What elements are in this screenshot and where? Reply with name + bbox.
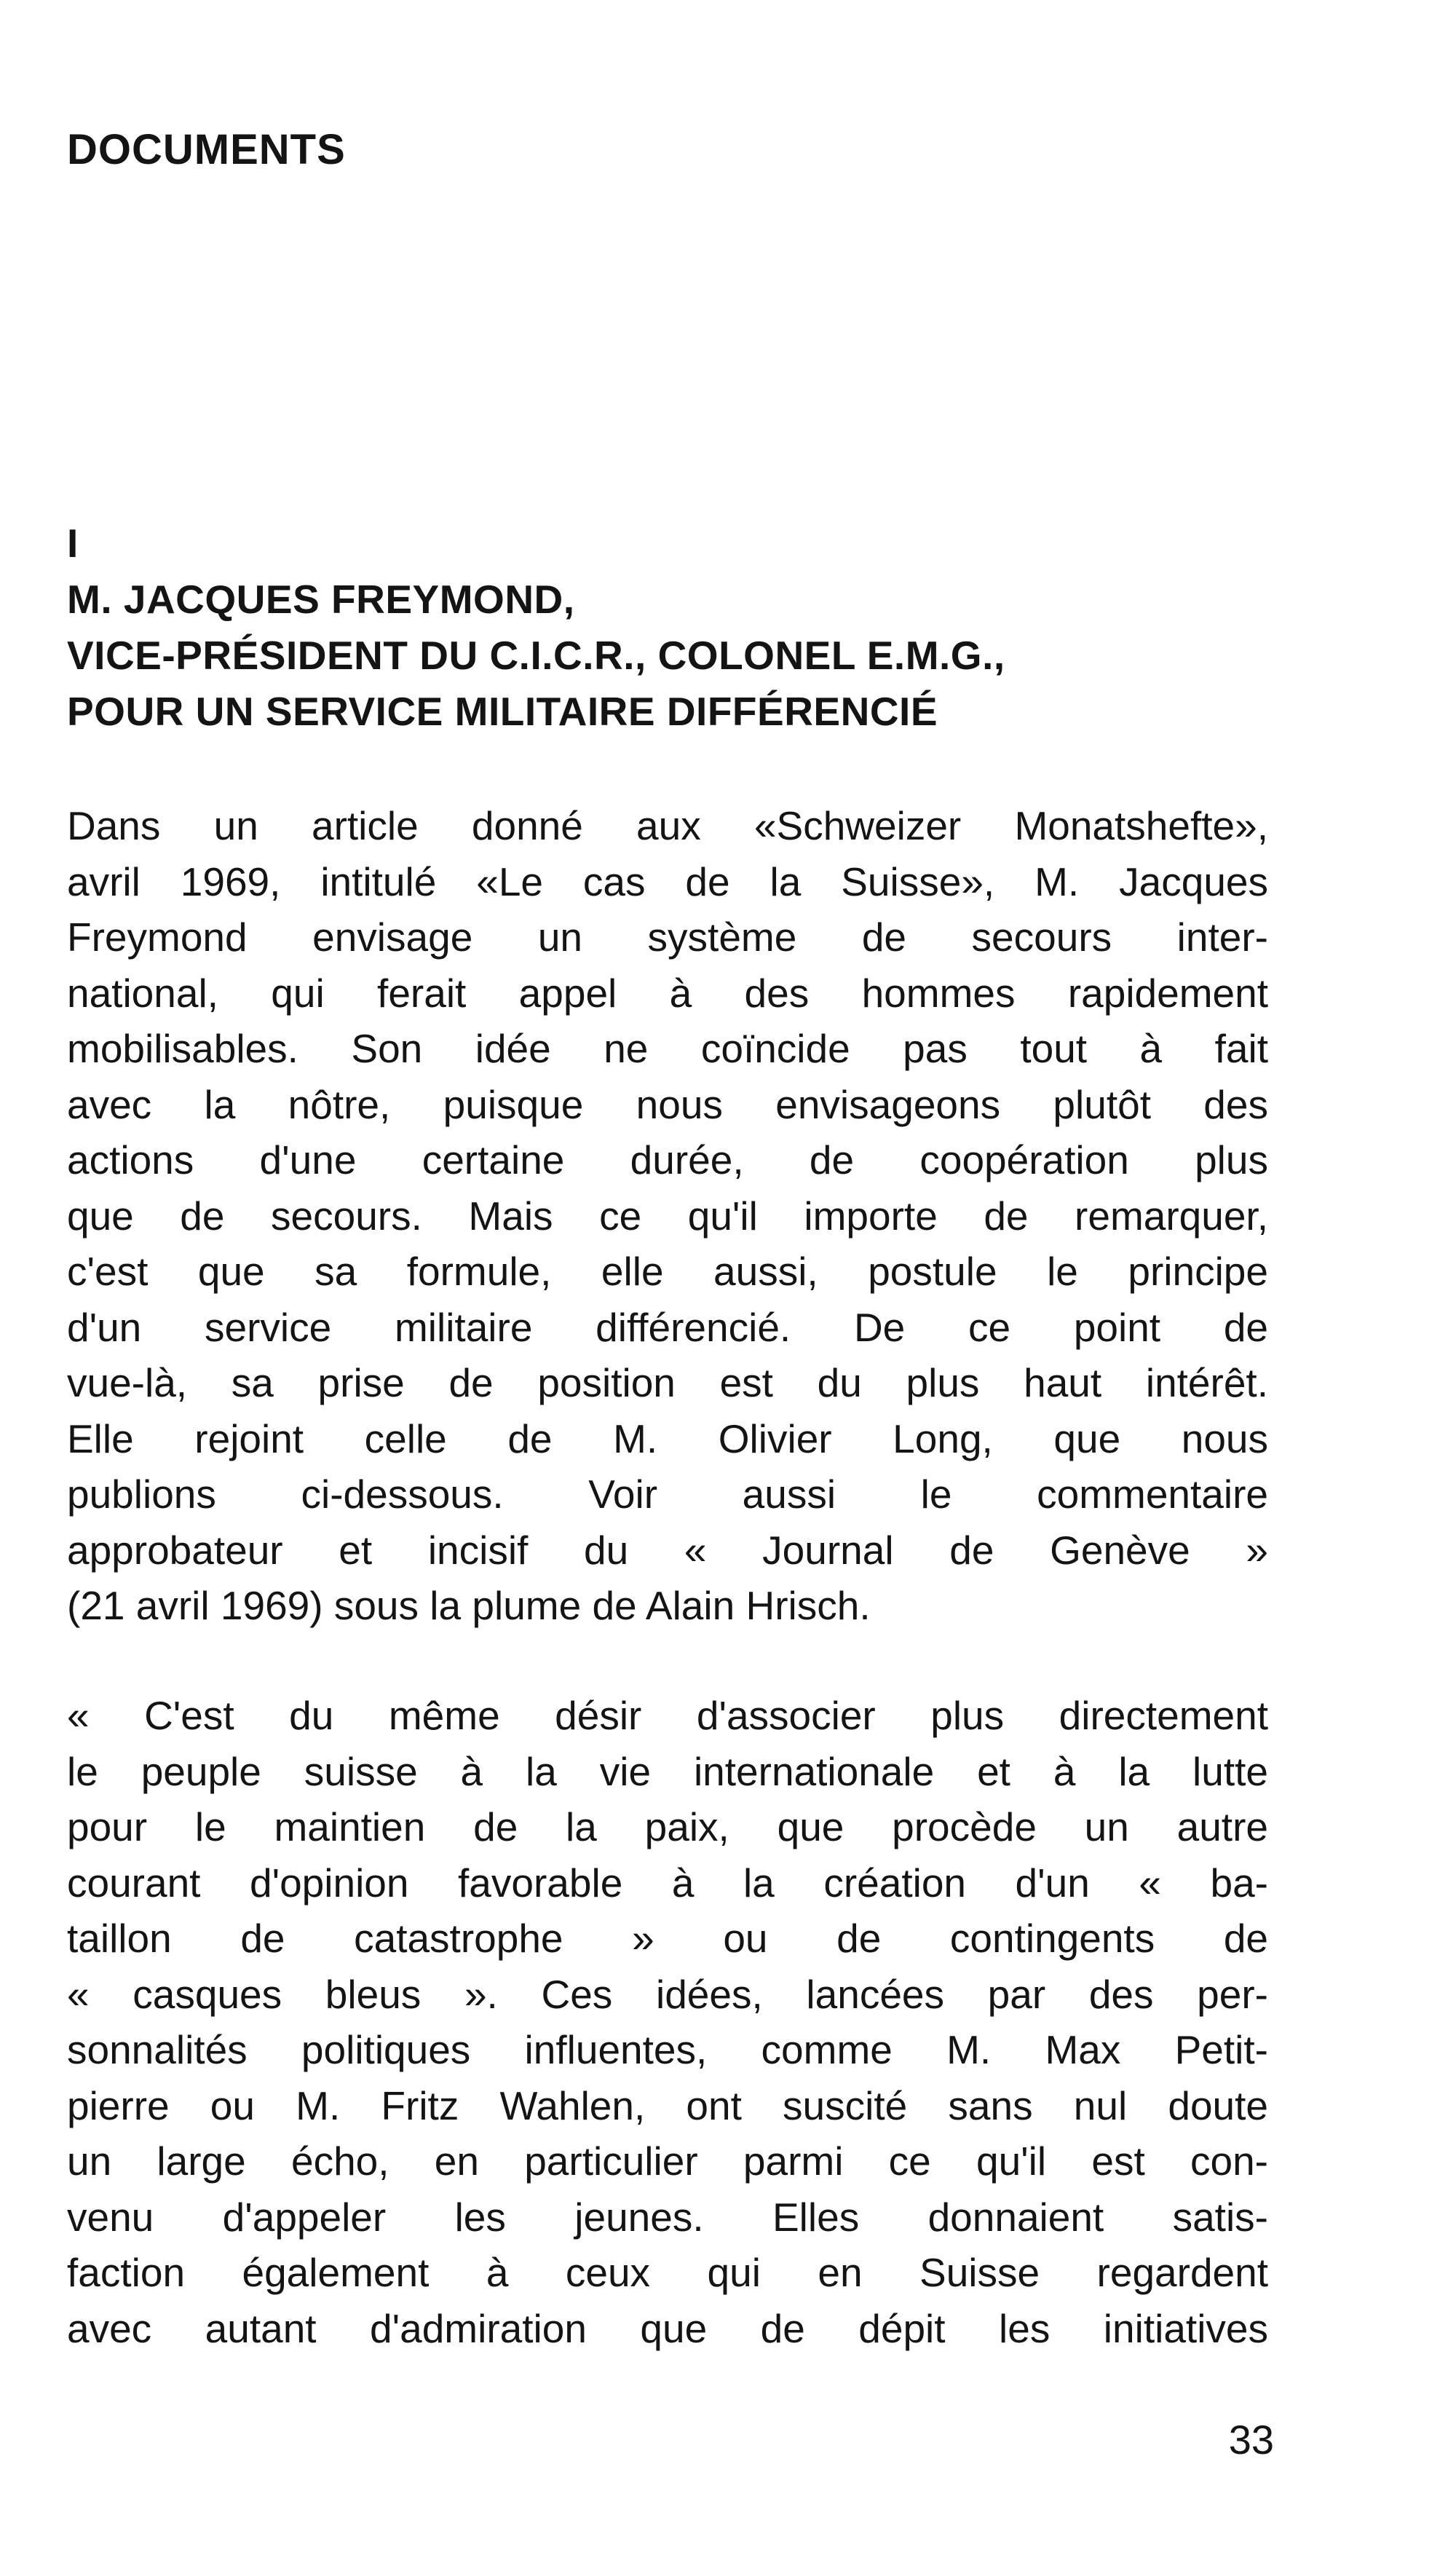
text-line: un large écho, en particulier parmi ce qu'il est con- [67,2139,1268,2184]
text-line: taillon de catastrophe » ou de contingents de [67,1916,1268,1961]
text-line: courant d'opinion favorable à la création d'un « ba- [67,1860,1268,1906]
text-line: national, qui ferait appel à des hommes rapidement [67,970,1268,1016]
text-line: « C'est du même désir d'associer plus directement [67,1693,1268,1738]
text-line: faction également à ceux qui en Suisse regardent [67,2250,1268,2295]
page-number: 33 [1228,2417,1274,2463]
text-line: c'est que sa formule, elle aussi, postule le principe [67,1249,1268,1294]
text-line: avril 1969, intitulé «Le cas de la Suisse», M. Jacques [67,858,1268,904]
text-line: que de secours. Mais ce qu'il importe de remarquer, [67,1193,1268,1239]
quote-paragraph [67,1688,1268,2356]
heading-line: POUR UN SERVICE MILITAIRE DIFFÉRENCIÉ [67,689,938,734]
text-line: sonnalités politiques influentes, comme M. Max Petit- [67,2027,1268,2072]
section-numeral: I [67,521,79,566]
intro-paragraph [67,798,1268,1634]
section-label: DOCUMENTS [67,126,346,173]
text-line: Elle rejoint celle de M. Olivier Long, que nous [67,1415,1268,1461]
text-line: avec autant d'admiration que de dépit les initiatives [67,2305,1268,2351]
article-heading [67,516,1290,740]
text-line: publions ci-dessous. Voir aussi le commentaire [67,1472,1268,1517]
text-line: Freymond envisage un système de secours inter- [67,915,1268,960]
text-line: mobilisables. Son idée ne coïncide pas tout à fait [67,1026,1268,1071]
text-line: d'un service militaire différencié. De ce point de [67,1304,1268,1350]
text-line: venu d'appeler les jeunes. Elles donnaient satis- [67,2194,1268,2240]
text-line: avec la nôtre, puisque nous envisageons plutôt des [67,1081,1268,1127]
text-line: approbateur et incisif du « Journal de Genève » [67,1527,1268,1573]
heading-line: VICE-PRÉSIDENT DU C.I.C.R., COLONEL E.M.G., [67,633,1005,678]
text-line: vue-là, sa prise de position est du plus haut intérêt. [67,1360,1268,1405]
text-line: actions d'une certaine durée, de coopération plus [67,1137,1268,1182]
text-line: Dans un article donné aux «Schweizer Monatshefte», [67,803,1268,848]
text-line: (21 avril 1969) sous la plume de Alain Hrisch. [67,1583,871,1628]
heading-line: M. JACQUES FREYMOND, [67,577,575,622]
text-line: pour le maintien de la paix, que procède un autre [67,1804,1268,1849]
text-line: pierre ou M. Fritz Wahlen, ont suscité sans nul doute [67,2082,1268,2128]
text-line: « casques bleus ». Ces idées, lancées par des per- [67,1971,1268,2017]
text-line: le peuple suisse à la vie internationale et à la lutte [67,1748,1268,1794]
